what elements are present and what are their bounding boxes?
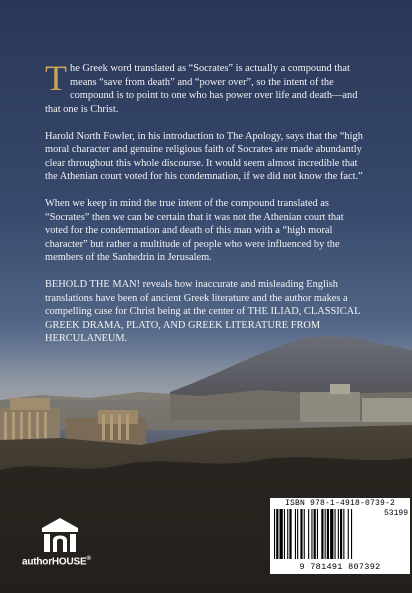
barcode-bar — [276, 509, 278, 559]
barcode-bar — [348, 509, 349, 559]
publisher-name — [22, 556, 112, 567]
blurb-paragraph-4: BEHOLD THE MAN! reveals how inaccurate and misleading English translations have been of ancient Greek literature and the author makes a compelling case for Christ being at the center of THE ILIAD, CLASSICAL GREEK DRAMA, PLATO, AND GREEK LITERATURE FROM HERCULANEUM. — [45, 279, 361, 344]
price-code: 53199 — [384, 509, 409, 518]
barcode-bar — [321, 509, 323, 559]
house-arch-icon — [40, 516, 80, 554]
barcode-bar — [280, 509, 283, 559]
barcode-bar — [274, 509, 275, 559]
barcode-bar — [340, 509, 342, 559]
barcode-bar — [330, 509, 333, 559]
barcode-bar — [287, 509, 288, 559]
barcode-bar — [325, 509, 326, 559]
blurb-paragraph-3: When we keep in mind the true intent of the compound translated as “Socrates” then we can be certain that it was not the Athenian court that voted for the condemnation and death of this man with a “high moral character” but rather a multitude of people who were influenced by the members of the Sanhedrin in Jerusalem. — [45, 198, 344, 263]
barcode-bar — [335, 509, 336, 559]
blurb-paragraph-2: Harold North Fowler, in his introduction to The Apology, says that the “high moral character and genuine religious faith of Socrates are made abundantly clear throughout this whole discourse. It would seem almost incredible that the Athenian court voted for his condemnation, if we did not know the fact.” — [45, 130, 363, 182]
barcode-bar — [284, 509, 285, 559]
barcode-bar — [327, 509, 329, 559]
isbn-barcode — [270, 498, 410, 574]
barcode-bar — [343, 509, 344, 559]
blurb-text — [45, 58, 367, 359]
barcode-bar — [297, 509, 298, 559]
barcode-bar — [351, 509, 352, 559]
publisher-logo — [22, 516, 112, 576]
barcode-bar — [317, 509, 318, 559]
registered-mark: ® — [86, 556, 91, 562]
barcode-bar — [295, 509, 296, 559]
blurb-paragraph-1 — [45, 58, 367, 116]
barcode-bar — [300, 509, 302, 559]
publisher-name-text: authorHOUSE — [22, 556, 87, 568]
isbn-number: ISBN 978-1-4918-0739-2 — [284, 499, 396, 508]
barcode-bar — [314, 509, 316, 559]
barcode-bar — [308, 509, 309, 559]
barcode-bar — [289, 509, 291, 559]
barcode-bar — [304, 509, 305, 559]
barcode-bars — [274, 509, 382, 561]
ean-digits: 9 781491 807392 — [299, 562, 381, 572]
blurb-paragraph-1-text: he Greek word translated as “Socrates” is actually a compound that means “save from death” and “power over”, so the intent of the compound is to point to one who has power over life and death—and that one is Christ. — [45, 63, 358, 115]
drop-cap-letter: T — [45, 58, 67, 98]
barcode-bar — [338, 509, 339, 559]
barcode-bar — [311, 509, 312, 559]
